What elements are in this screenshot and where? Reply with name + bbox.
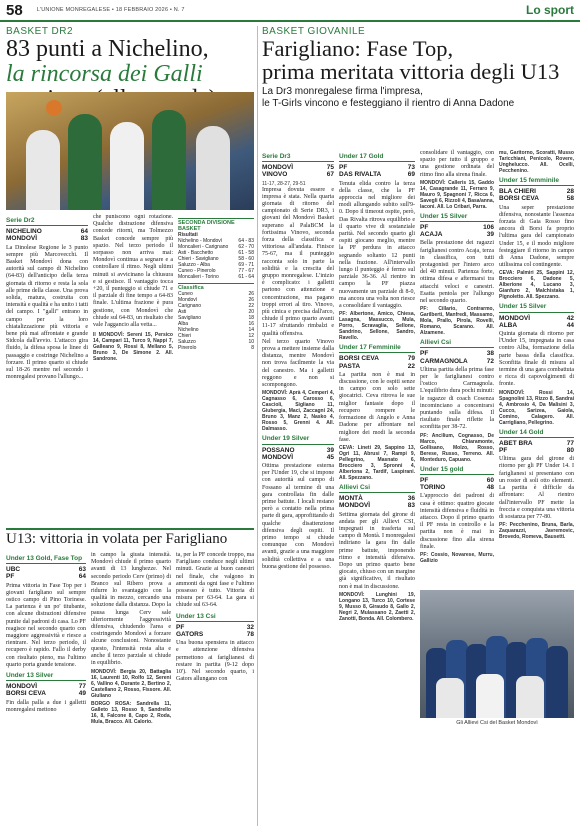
- result-row: Saluzzo - Alba 69 - 71: [178, 262, 254, 268]
- u17-fem-home: BORSI CEVA 79: [339, 352, 415, 362]
- dr3-away: VINOVO 67: [262, 171, 334, 179]
- result-row: Chieri - Savigliano 58 - 60: [178, 256, 254, 262]
- result-row: Nichelino - Mondovì 64 - 83: [178, 238, 254, 244]
- left-headline-line2: la rincorsa dei Galli: [6, 61, 203, 87]
- u13-label: Under 13 Gold, Fase Top: [6, 555, 83, 562]
- standings-title: Classifica: [178, 283, 254, 291]
- dr3-text: Impresa dovuta essere e impresa è stata. Nella quarta giornata di ritorno del campionato di Serie DR3, i giovani del Mondovì Basket superano al PalaBCM la fortissima Vinovo, seconda forza della classifica e vittoriosa all'andata. Finisce 75-67, ma il punteggio racconta solo in parte la solidità e la crescita del gruppo monregalese. L'inizio è complicato: i galletti partono con attenzione e concentrazione, ma pagano troppi errori al tiro. Vinovo, più cinica e precisa dall'arco, chiude il primo quarto avanti 11-17 sfruttando rimbalzi e qualità offensiva.: [262, 186, 334, 337]
- dr3-quarters: 11-17, 28-27, 29-51: [262, 180, 306, 187]
- standing-row: Nichelino 14: [178, 327, 254, 333]
- u14-gold-home: ABET BRA 77: [499, 437, 574, 447]
- u14-gold-label: Under 14 Gold: [499, 428, 544, 436]
- u15-gold-home: PF 60: [420, 474, 494, 484]
- u19-lineup: MONDOVÌ: Calleris 15, Gaddo 14, Casagrande 11, Ferraro 9, Mauro 9, Spagnoni 7, Ricca 6, Savegli 6, Rizzoli 4, Basa/anna, Iaconi. All. Lo Cribari, Parra.: [420, 179, 494, 210]
- left-kicker: BASKET DR2: [6, 26, 74, 37]
- u17-fem-away: PASTA 22: [339, 362, 415, 370]
- allievi2-home: PF 38: [420, 347, 494, 357]
- u13-col3-text: ta, per la PF concede troppo, ma Farigliano conduce negli ultimi minuti. Grazie ai buon canestri nel finale, che valgono in ammonti da ogni fase e l'ultimo possesso è tutto. Vittoria di misura per 63-64. La gara si chiude sul 63-64.: [176, 552, 254, 609]
- right-col-3: [420, 150, 494, 565]
- page-header: [0, 0, 580, 22]
- dr3-text2: Nel terzo quarto Vinovo prova a mettere insieme dalla distanza, mentre Mondovì non trova facilmente la via del canestro. Ma i galletti reggono e non si scompongono.: [262, 338, 334, 389]
- right-col-1: [262, 150, 334, 572]
- u15-fem-text: Una seper prestazione difensiva, nonostante l'assenza forzata di Gaia Rosso fino ancora di Borsi fa proprio l'ultima gara del campionato Under 15, e il modo migliore festeggiare il ritorno in campo di Anna Dadone, sempre utilissima col contingente.: [499, 204, 574, 269]
- standing-row: Savigliano 18: [178, 315, 254, 321]
- score-line-away: MONDOVÌ 83: [6, 235, 88, 243]
- right-headline-line1: Farigliano: Fase Top,: [262, 36, 454, 61]
- standing-row: Pinerolo 8: [178, 345, 254, 351]
- u17-fem-lineup: CEVA: Lineti 29, Sappino 13, Ogri 11, Abrusi 7, Rampi 9, Pellegrino, Masnato 6, Brocciero 3, Spronni 4, Alberiona 2, Tardif, Laspirani. All. Spezzano.: [339, 444, 415, 481]
- u13-lineup2: BORGO ROSA: Sandrella 11, Galleto 13, Rosso 9, Sandrello 16, 8, Falcone 8, Capo 2, Roda, Mula, Bracco. All. Calorio.: [91, 701, 171, 726]
- standing-row: Cuneo 26: [178, 291, 254, 297]
- standing-row: Chieri 12: [178, 333, 254, 339]
- u15-silver2-lineup: MONDOVÌ: Rossi 14, Spagnolini 13, Rizzo 8, Sandrai 4, Ambrosio 4, Da Malisini 3, Cucco, Sarizea, Gaiola, Comino, Calagero. All. Carrigliano, Pellegrino.: [499, 389, 574, 426]
- standings-rows: [178, 291, 254, 351]
- right-article-heading: [262, 26, 574, 110]
- result-row: Cuneo - Pinerolo 77 - 67: [178, 268, 254, 274]
- u15-silver-away: ACAJA 39: [420, 231, 494, 239]
- allievi2-text: Ultima partita della prima fase per le fariglianesi contro l'ostico Carmagnola. L'equilibrio dura pochi minuti: le ragazze di coach Cosenza incominciano a concentrarsi puntando sulla difesa. Il risultato finale riflette la sconfitta per 38-72.: [420, 366, 494, 431]
- results-table-subtitle: Risultati: [178, 232, 198, 238]
- allievi2-lineup: PF: Ancilium, Cognasso, De Marco, Chiaramonte, Gollisano, Molzo, Rosso, Berese, Russo, Terreno. All. Monteduro, Capuano.: [420, 432, 494, 463]
- u13-col-3: [176, 552, 254, 684]
- u19-text-cont: consolidare il vantaggio, con spazio per tutto il gruppo e una gestione ordinata del ritmo fino alla sirena finale.: [420, 150, 494, 178]
- results-table-title: SECONDA DIVISIONE BASKET: [178, 218, 254, 232]
- u13-lineup1: MONDOVÌ: Bergia 20, Battaglia 16, Laurenti 10, Rolfo 12, Sereni 6, Vallino 4, Durante 2, Bertino 2, Castellano 2, Rosso, Fissore. All. Giuliano: [91, 669, 171, 700]
- u17-fem-text: La partita non è mai in discussione, con le ospiti senze in campo con solo sette giocatrici. Ceva ritrova le sue miglior fantasie dopo il recupero rompere le formazione di Angelo e Anna Dadone per affrontare nel migliore dei modi la seconda fase.: [339, 371, 415, 443]
- u15-silver-home: PF 106: [420, 221, 494, 231]
- u15-fem-label: Under 15 femminile: [499, 177, 559, 184]
- u15-gold-lineup: PF: Cossio, Novarese, Murru, Gallizio: [420, 551, 494, 564]
- right-kicker: BASKET GIOVANILE: [262, 26, 366, 37]
- u15-silver2-text: Quinta giornata di ritorno per l'Under 15, impegnata in casa contro Alba, formazione della parte bassa della classifica. Sconfitta finale di misura al termine di una gara combattuta e ricca di capovolgimenti di fronte.: [499, 331, 574, 388]
- u17-gold-lineup: PF: Albertone, Amico, Chiesa, Lasagna, Massucco, Mula, Porro, Scravaglia, Sellone, Sandrino, Sellone, Sandro, Ravello.: [339, 311, 415, 342]
- standing-row: Mondovì 26: [178, 297, 254, 303]
- left-col2-text: che puniscono ogni rotazione. Qualche distrazione difensiva concede ritorni, ma Tolmezzo Basket concede sempre più spazio. Nel terzo periodo il sorpasso non arriva mai: Mondovì continua a segnare e a controllare il ritmo. Negli ultimi minuti si avvicinano la chiusura e si gestisce. Il vantaggio tocca +20, il punteggio si chiude 71 e il parziale di fine tempo a 64-83 finale. L'ultima frazione è pura gestione, con Mondovì che chiude sul 64-83, un risultato che vale l'aggancio alla vetta...: [93, 214, 173, 329]
- score-line-home: NICHELINO 64: [6, 225, 88, 235]
- left-headline-line1: 83 punti a Nichelino,: [6, 36, 209, 62]
- u17-fem-label: Under 17 Femminile: [339, 344, 401, 352]
- u13-csi-label: Under 13 Csi: [176, 612, 216, 620]
- u19-label: Under 19 Silver: [262, 435, 310, 443]
- right-col-4: [499, 150, 574, 541]
- standing-row: Alba 16: [178, 321, 254, 327]
- u15-silver-lineup: PF: Cillario, Contrarmo, Garilberti, Manfredi, Massamo, Mola, Prallo, Pirola, Rovelli, Romano, Scarano. All. Alzamene.: [420, 306, 494, 337]
- allievi-away: MONDOVÌ 83: [339, 502, 415, 510]
- results-table: [178, 218, 254, 351]
- allievi-home: MONTÀ 36: [339, 492, 415, 502]
- right-standfirst: La Dr3 monregalese firma l'impresa, le T-Girls vincono e festeggiano il rientro di Anna Dadone: [262, 86, 515, 109]
- u13-silver-label: Under 13 Silver: [6, 672, 54, 680]
- u15-fem-away: BORSI CEVA 58: [499, 195, 574, 203]
- u15-silver2-label: Under 15 Silver: [499, 303, 547, 311]
- u13-silver-home: MONDOVÌ 77: [6, 680, 86, 690]
- u13-csi-away: GATORS 78: [176, 631, 254, 639]
- results-rows: [178, 238, 254, 280]
- result-row: Moncalieri - Torino 61 - 64: [178, 274, 254, 280]
- left-lineup: Il MONDOVÌ: Sereni 15, Persico 14, Campari 11, Turco 9, Nappi 7, Galleano 9, Rossi 8, Mellano 5, Bruno 3, De Simone 2. All. Sandrone.: [93, 332, 173, 363]
- u13-col2-text: in campo la giusta intensità. Mondovì chiude il primo quarto avanti di 13 lunghezze. Nel secondo periodo Cerv (primo) di Branco sul Ribero prova a ridurre lo svantaggio con la qualità in mezzo, cercando una soluzione dalla distanza. Dopo la pausa lunga Cerv sale ulteriormente l'aggressività difensiva, chiudendo l'area e costringendo Mondovì a forzare alcune conclusioni. Nonostante questo, l'intensità resta alta e anche il terzo parziale si chiude in equilibrio.: [91, 552, 171, 667]
- standing-row: Asti 20: [178, 309, 254, 315]
- section-tag: Lo sport: [526, 3, 574, 17]
- u17-gold-text: Tenuta elida contro la terza della classe, che la PF approccia nel migliore dei modi allungando subito sull'9-0. Dopo il timeout ospite, però, Das Rivalta ritrova equilibrio e il quarto vive di sostanziale parità. Nel secondo quarto gli ospiti giocano meglio, mentre la PF perdura in attacco segnando soltanto 12 punti nella frazione. All'intervallo lungo il punteggio è fermo sul parziale 36-36. Al rientro in campo la PF piazza nuovamente un parziale di 8-0, ma ancora una volta non riesce a consolidare il vantaggio.: [339, 180, 415, 310]
- u19-away: MONDOVÌ 45: [262, 453, 334, 461]
- basketball-game-photo: [6, 92, 254, 210]
- result-row: Moncalieri - Carignano 62 - 70: [178, 244, 254, 250]
- u14-gold-away: PF 80: [499, 447, 574, 455]
- masthead: L'UNIONE MONREGALESE • 18 FEBBRAIO 2026 • N. 7: [36, 7, 185, 13]
- dr3-lineup: MONDOVÌ: Aprà 4, Cemperi 4, Cagnasso 6, Carosso 6, Cascioli, Sigliano 11, Giubergia, Maci, Zaccagni 24, Bruno 3, Manz 2, Nasko 4, Rosso 5, Grenni 4. All. Dalmasso.: [262, 390, 334, 433]
- team-photo: [420, 590, 574, 718]
- section-divider: [6, 528, 254, 530]
- page-number: 58: [6, 1, 23, 19]
- u13-col-2: [91, 552, 171, 726]
- u19-home: POSSANO 39: [262, 444, 334, 454]
- result-row: Asti - Bacchetto 61 - 58: [178, 250, 254, 256]
- u15-silver2-away: ALBA 44: [499, 321, 574, 329]
- u15-gold-away: TORINO 48: [420, 484, 494, 492]
- allievi-text: Settima giornata del girone di andata per gli Allievi CSI, impegnati in trasferta sul campo di Montà. I monregalesi indiriano la gara fin dalle prime battute, imponendo ritmo e intensità difensiva. Dopo un primo quarto bene giocato, chiuso con un margine già significativo, il risultato non è mai in discussione.: [339, 511, 415, 590]
- right-headline: [262, 37, 574, 83]
- u13-score-away: PF 64: [6, 573, 86, 581]
- allievi-label: Allievi Csi: [339, 483, 371, 491]
- dr3-label: Serie Dr3: [262, 153, 291, 160]
- column-rule: [257, 26, 258, 826]
- u14-gold-lineup: PF: Pecchenino, Bruna, Barla, Zaquarazzi, Javremovic, Brovedo, Romeva, Bausetti.: [499, 522, 574, 541]
- u14-gold-text: Ultima gara del girone di ritorno per gli PF Under 14. I fariglianesi si presentano con un roster di soli otto elementi. La partita è difficile da affrontare: Al rientro dall'intervallo PF mette la freccia e conquista una vittoria di sostanza per 77-80.: [499, 456, 574, 520]
- u13-headline: U13: vittoria in volata per Farigliano: [6, 531, 228, 547]
- left-col-1: [6, 214, 88, 382]
- u15-gold-lineup-cont: mu, Garitorno, Scoratti, Musso Taricchiani, Penicolo, Rovere, Unghelucco. All. Ocelli, Pecchenino.: [499, 150, 574, 174]
- right-col-2: [339, 150, 415, 623]
- left-col1-text: La Dinolese Regione le 3 punto sempre più Marcovecchi. Il Basket Mondovì dona con autorità sul campo di Nichelino (64-83) dell'anticipo della terza giornata di ritorno e resta la sola alle prime della classe. Una prova solida, matura, costruita con intensità e qualità e ha unito i tatti del campo. I "galli" entrano in campo per la loro chiatalizzazione più vittoria e bene più mai affrontate e grande Sidcola dall'avvio. L'attacco gira fluido, la difesa sposa le linee di passaggio e costringe Nichelino a forzare. Il primo quarto si chiude sul 18-26 mentre nel secondo i monregalesi provano l'allungo...: [6, 244, 88, 381]
- u15-fem-home: BLA CHIERI 28: [499, 185, 574, 195]
- u15-gold-text: L'approccio dei padroni di casa è ottimo: quattro giocate intensità difensiva e fluidità in attacco. Dopo il primo quarto il PF resta in controllo e la partita non è mai in discussione fino alla sirena finale.: [420, 493, 494, 550]
- u15-silver-label: Under 15 Silver: [420, 212, 468, 220]
- left-col-2: [93, 214, 173, 363]
- u15-fem-lineup: CEVA: Palmiri 25, Sappini 12, Brocciero 6, Dadone 5, Alberione 4, Lucano 3, Gianfuro 2, Malchistaka 1, Pignoletto. All. Spezzano.: [499, 270, 574, 301]
- u13-score-home: UBC 63: [6, 563, 86, 573]
- allievi2-label: Allievi Csi: [420, 339, 452, 347]
- u13-col-1: [6, 552, 86, 715]
- allievi-lineup: MONDOVÌ: Lunghini 19, Longano 13, Turco 10, Cortese 9, Musso 8, Giraudo 8, Gallo 2, Negri 2, Mulassano 2, Zaetti 2, Zanotti, Bonda. All. Colombero.: [339, 591, 415, 622]
- dr3-home: MONDOVÌ 75: [262, 161, 334, 171]
- standing-row: Saluzzo 10: [178, 339, 254, 345]
- u17-gold-away: DAS RIVALTA 69: [339, 171, 415, 179]
- allievi2-away: CARMAGNOLA 72: [420, 357, 494, 365]
- u13-silver-away: BORSI CEVA 49: [6, 690, 86, 698]
- u15-silver-text: Bella prestazione dei ragazzi fariglianesi contro Acaja, terza in classifica, con tutti protagonisti per l'intero arco del 40 minuti. Partenza forte, ottima difesa e aftermarsi tra attacchi veloci e canestri. Esatta pentola per l'allungo nel secondo quarto.: [420, 240, 494, 305]
- u15-silver2-home: MONDOVÌ 42: [499, 312, 574, 322]
- u13-col3b-text: Una buona spensiera in attacco e attenzione difensiva permettono ai fariglianesi di restare in partita (9-12 dopo 10'). Nel secondo quarto, i Gators allungano con: [176, 640, 254, 683]
- u19-text: Ottima prestazione esterna per l'Under 19, che si impone con autorità sul campo di Fossano al termine di una gara controllata fin dalle prime battute. I locali restano però a contatto nella prima parte di gara, approfittando di qualche disattenzione difensiva degli ospiti. Il primo tempo si chiude comunque con Mondovì avanti, grazie a una maggiore solidità collettiva e a una buona gestione del possesso.: [262, 462, 334, 570]
- team-photo-caption: Gli Allievi Csi del Basket Mondovì: [456, 720, 538, 726]
- u17-gold-label: Under 17 Gold: [339, 153, 384, 160]
- u13-csi-home: PF 32: [176, 621, 254, 631]
- u17-gold-home: PF 73: [339, 161, 415, 171]
- u13-col1-text: Prima vittoria in Fase Top per i giovani farigliano sul sempre ostico campo di Pino Torinese. La partenza è un po' titubante, con alcune distrazioni difensive punite dal padroni di casa. Lo PF reagisce nel secondo quarto con maggiore aggressività e riesce a rientrare. Nel terzo periodo, il recupero è rapido. Fallo il derby con risultato pieno, ma l'ultimo quarto porta grande tensione.: [6, 582, 86, 668]
- u13-col1b-text: Fin dalla palla a due i galletti monregalesi mettono: [6, 699, 86, 713]
- score-label: Serie Dr2: [6, 217, 35, 224]
- standing-row: Carignano 22: [178, 303, 254, 309]
- right-headline-line2: prima meritata vittoria degli U13: [262, 59, 560, 84]
- u15-gold-label: Under 15 gold: [420, 465, 464, 473]
